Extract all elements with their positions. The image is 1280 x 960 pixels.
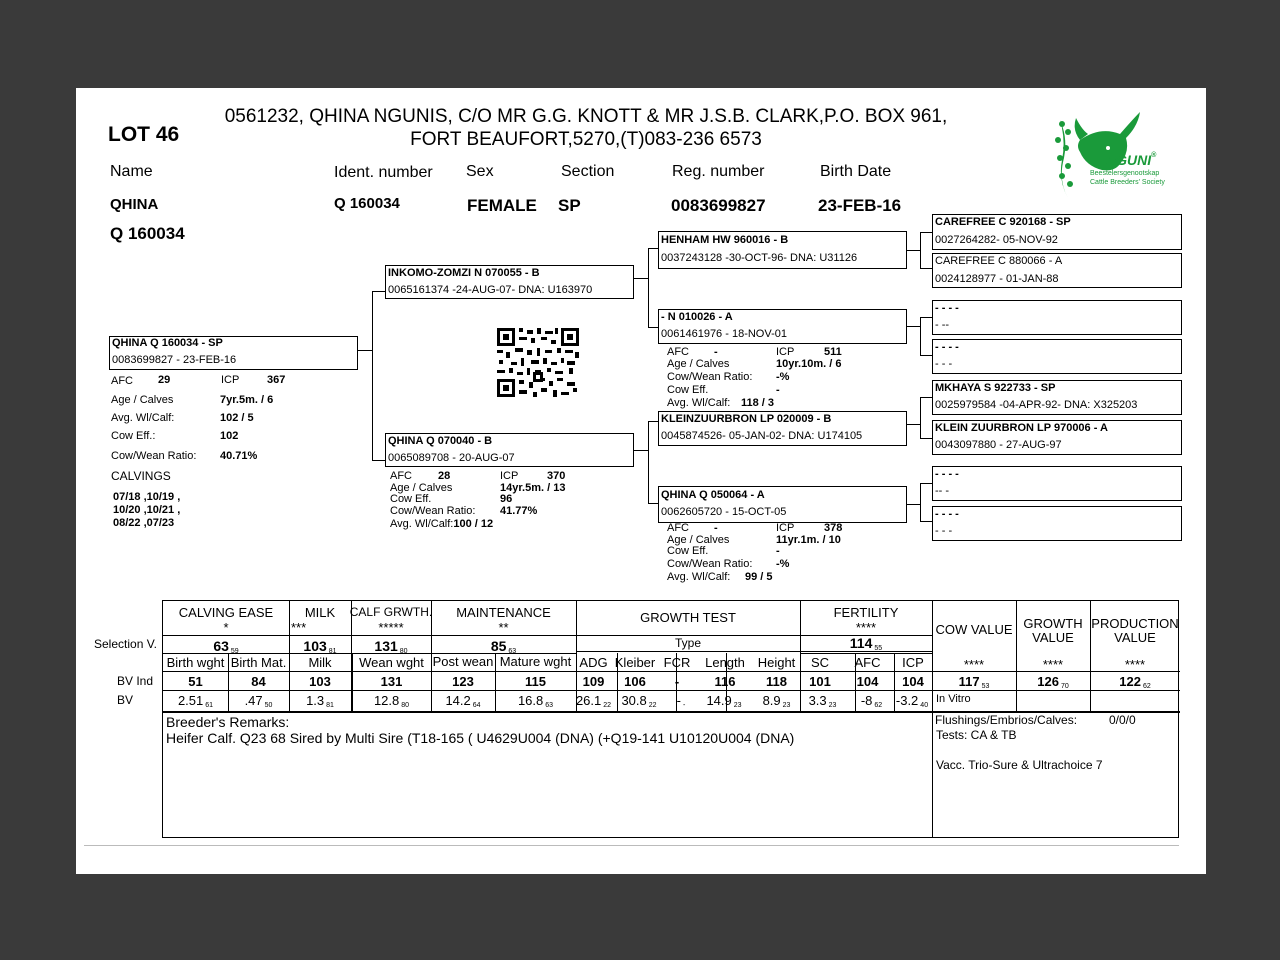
owner-line-2: FORT BEAUFORT,5270,(T)083-236 6573 [410, 129, 762, 150]
header-birth: Birth Date [820, 163, 892, 180]
sire-title: INKOMO-ZOMZI N 070055 - B [388, 267, 540, 279]
calf-growth-stars: ***** [378, 620, 404, 635]
calvings-line-3: 08/22 ,07/23 [113, 517, 175, 529]
subject-age: 7yr.5m. / 6 [220, 394, 274, 406]
subject-icp: 367 [267, 374, 286, 386]
cow-value-stars: **** [963, 657, 985, 672]
bvind-cow-value: 117 $_{53}$ [958, 674, 990, 690]
type-header: Type [674, 636, 701, 650]
sire-dam-title: - N 010026 - A [661, 311, 733, 323]
gen3-2-sub: 0024128977 - 01-JAN-88 [935, 273, 1059, 285]
sd-icp: 511 [824, 346, 842, 358]
subject-sub: 0083699827 - 23-FEB-16 [112, 354, 237, 366]
gen3-7-sub: -- - [935, 485, 950, 497]
sire-dam-box [658, 309, 907, 344]
col-milk: Milk [308, 655, 332, 670]
selection-milk: 103 $_{81}$ [303, 638, 337, 655]
dam-avg-row [390, 518, 493, 531]
milk-stars: *** [291, 620, 307, 635]
dam-avg-label: Avg. Wl/Calf: [390, 518, 454, 530]
dd-ratio: -% [776, 558, 790, 570]
sd-eff-label: Cow Eff. [667, 384, 709, 396]
dam-avg: 100 / 12 [453, 518, 494, 530]
owner-line-1: 0561232, QHINA NGUNIS, C/O MR G.G. KNOTT & MR J.S.B. CLARK,P.O. BOX 961, [224, 106, 948, 127]
animal-ident-2: Q 160034 [110, 224, 185, 243]
bvind-milk: 103 [309, 674, 331, 689]
gen3-6-sub: 0043097880 - 27-AUG-97 [935, 439, 1062, 451]
header-ident: Ident. number [334, 164, 433, 181]
col-length: Length [705, 655, 745, 670]
bvind-post-wean: 123 [452, 674, 474, 689]
milk-header: MILK [304, 605, 336, 620]
col-sc: SC [810, 655, 830, 670]
subject-avg: 102 / 5 [220, 412, 254, 424]
sd-afc-label: AFC [667, 346, 689, 358]
bvind-height: 118 [766, 674, 787, 689]
gen3-box-7 [932, 466, 1182, 501]
animal-ident: Q 160034 [334, 195, 400, 212]
in-vitro-label: In Vitro [936, 693, 971, 705]
bv-sc: 3.3 $_{23}$ [808, 693, 837, 709]
bv-milk: 1.3 $_{81}$ [306, 693, 334, 709]
gen3-2-title: CAREFREE C 880066 - A [935, 255, 1063, 267]
bv-afc: -8 $_{62}$ [860, 693, 883, 709]
gen3-8-sub: - - - [935, 525, 953, 537]
dd-age: 11yr.1m. / 10 [776, 534, 841, 546]
bvind-adg: 109 [582, 674, 605, 689]
dd-eff: - [776, 545, 780, 557]
gen3-5-sub: 0025979584 -04-APR-92- DNA: X325203 [935, 399, 1138, 411]
calvings-line-1: 07/18 ,10/19 , [113, 491, 181, 503]
animal-birth: 23-FEB-16 [818, 196, 902, 215]
sd-ratio: -% [776, 371, 790, 383]
col-mature-wght: Mature wght [499, 654, 572, 669]
gen3-1-title: CAREFREE C 920168 - SP [935, 216, 1071, 228]
flushings-value: 0/0/0 [1109, 713, 1136, 727]
dd-eff-label: Cow Eff. [667, 545, 709, 557]
bvind-production-value: 122 $_{62}$ [1119, 674, 1151, 690]
header-reg: Reg. number [672, 163, 765, 180]
dam-eff-label: Cow Eff. [390, 493, 432, 505]
gen3-box-1 [932, 214, 1182, 250]
dam-title: QHINA Q 070040 - B [388, 435, 493, 447]
header-sex: Sex [466, 163, 494, 180]
gen3-box-2 [932, 253, 1182, 288]
bvind-birth-mat: 84 [251, 674, 266, 689]
selection-calving: 63 $_{59}$ [213, 638, 239, 655]
lot-number: LOT 46 [108, 123, 180, 146]
gen3-4-title: - - - - [935, 341, 959, 353]
col-kleiber: Kleiber [614, 655, 656, 670]
bv-wean-wght: 12.8 $_{80}$ [373, 693, 410, 709]
calving-ease-header: CALVING EASE [178, 605, 274, 620]
dd-avg: 99 / 5 [745, 571, 773, 583]
dd-avg-label: Avg. Wl/Calf: [667, 571, 731, 583]
maintenance-header: MAINTENANCE [456, 605, 551, 620]
col-wean-wght: Wean wght [359, 655, 424, 670]
col-birth-mat: Birth Mat. [230, 655, 287, 670]
bv-post-wean: 14.2 $_{64}$ [445, 693, 481, 709]
subject-eff-label: Cow Eff.: [111, 430, 156, 442]
bvind-fcr: - [674, 674, 680, 689]
calf-growth-header: CALF GRWTH. [349, 605, 433, 619]
dam-age: 14yr.5m. / 13 [500, 482, 566, 494]
header-name: Name [110, 163, 153, 180]
selection-fert: 114 $_{55}$ [849, 635, 883, 652]
production-value-header-1: PRODUCTION [1091, 616, 1179, 631]
production-value-stars: **** [1124, 657, 1146, 672]
dam-icp-label: ICP [500, 470, 519, 482]
bv-birth-mat: .47 $_{50}$ [244, 693, 273, 709]
dd-age-label: Age / Calves [667, 534, 730, 546]
qr-code-icon [497, 328, 579, 397]
gen3-6-title: KLEIN ZUURBRON LP 970006 - A [935, 422, 1108, 434]
subject-title: QHINA Q 160034 - SP [112, 337, 223, 349]
fertility-header: FERTILITY [833, 605, 899, 620]
logo-line2: Cattle Breeders' Society [1090, 179, 1165, 186]
bv-icp: -3.2 $_{40}$ [895, 693, 929, 709]
logo-brand: NGUNI® [1106, 152, 1157, 168]
dam-age-label: Age / Calves [390, 482, 453, 494]
bvind-mature-wght: 115 [525, 674, 546, 689]
remarks-text: Heifer Calf. Q23 68 Sired by Multi Sire (T18-165 ( U4629U004 (DNA) (+Q19-141 U10120U004 (DNA) [166, 730, 795, 746]
bvind-afc: 104 [856, 674, 879, 689]
gen3-1-sub: 0027264282- 05-NOV-92 [935, 234, 1058, 246]
header-section: Section [561, 163, 615, 180]
col-afc: AFC [854, 655, 881, 670]
col-fcr: FCR [663, 655, 691, 670]
animal-section: SP [558, 196, 581, 215]
subject-age-label: Age / Calves [111, 394, 174, 406]
bvind-kleiber: 106 [624, 674, 646, 689]
dd-icp-label: ICP [776, 522, 795, 534]
subject-afc-label: AFC [111, 375, 133, 387]
col-birth-wght: Birth wght [166, 655, 225, 670]
gen3-box-6 [932, 420, 1182, 455]
col-height: Height [757, 655, 796, 670]
animal-name: QHINA [110, 196, 159, 213]
dam-dam-title: QHINA Q 050064 - A [661, 489, 765, 501]
sd-avg-label: Avg. Wl/Calf: [667, 397, 731, 409]
bv-length: 14.9 $_{23}$ [706, 693, 742, 709]
calvings-line-2: 10/20 ,10/21 , [113, 504, 181, 516]
sd-ratio-label: Cow/Wean Ratio: [667, 371, 753, 383]
gen3-4-sub: - - - [935, 358, 953, 370]
growth-value-header-2: VALUE [1032, 630, 1074, 645]
subject-box [109, 336, 358, 370]
tests-note: Tests: CA & TB [936, 728, 1017, 742]
subject-eff: 102 [220, 430, 239, 442]
sd-icp-label: ICP [776, 346, 795, 358]
bv-kleiber: 30.8 $_{22}$ [621, 693, 657, 709]
dam-afc: 28 [438, 470, 451, 482]
dam-afc-label: AFC [390, 470, 412, 482]
sd-age-label: Age / Calves [667, 358, 730, 370]
bvind-label: BV Ind [117, 674, 154, 688]
subject-afc: 29 [158, 374, 171, 386]
dd-afc: - [714, 522, 718, 534]
dam-box [385, 433, 634, 467]
logo-line1: Beestelersgenootskap [1090, 170, 1160, 177]
bv-height: 8.9 $_{23}$ [762, 693, 791, 709]
calvings-label: CALVINGS [111, 469, 171, 483]
selection-maint: 85 $_{63}$ [490, 638, 517, 655]
breeding-values-table [162, 600, 1179, 838]
maintenance-stars: ** [498, 620, 509, 635]
bvind-wean-wght: 131 [380, 674, 403, 689]
gen3-box-8 [932, 506, 1182, 541]
dam-dam-sub: 0062605720 - 15-OCT-05 [661, 506, 787, 518]
dam-eff: 96 [500, 493, 513, 505]
animal-reg: 0083699827 [671, 196, 766, 215]
bvind-birth-wght: 51 [188, 674, 203, 689]
flushings-label: Flushings/Embrios/Calves: [935, 713, 1078, 727]
sd-avg: 118 / 3 [741, 397, 775, 409]
bv-adg: 26.1 $_{22}$ [575, 693, 612, 709]
bvind-length: 116 [714, 674, 736, 689]
sire-sire-title: HENHAM HW 960016 - B [661, 234, 789, 246]
production-value-header-2: VALUE [1114, 630, 1156, 645]
subject-ratio: 40.71% [220, 450, 258, 462]
dd-icp: 378 [824, 522, 843, 534]
sire-box [385, 265, 634, 299]
sd-afc: - [714, 346, 718, 358]
bv-birth-wght: 2.51 $_{61}$ [177, 693, 214, 709]
col-adg: ADG [579, 655, 608, 670]
gen3-5-title: MKHAYA S 922733 - SP [935, 382, 1056, 394]
dd-afc-label: AFC [667, 522, 689, 534]
animal-sex: FEMALE [467, 196, 537, 215]
bv-mature-wght: 16.8 $_{63}$ [517, 693, 554, 709]
gen3-8-title: - - - - [935, 508, 959, 520]
subject-avg-label: Avg. Wl/Calf: [111, 412, 175, 424]
dam-ratio: 41.77% [500, 505, 538, 517]
vaccination-note: Vacc. Trio-Sure & Ultrachoice 7 [936, 758, 1103, 772]
dam-sub: 0065089708 - 20-AUG-07 [388, 452, 515, 464]
dam-dam-box [658, 486, 907, 523]
bvind-icp: 104 [902, 674, 924, 689]
fertility-stars: **** [855, 620, 877, 635]
gen3-3-sub: - -- [935, 319, 950, 331]
gen3-box-4 [932, 339, 1182, 374]
col-icp: ICP [902, 655, 924, 670]
selection-calf: 131 $_{80}$ [374, 638, 408, 655]
gen3-box-5 [932, 380, 1182, 415]
bvind-growth-value: 126 $_{70}$ [1037, 674, 1069, 690]
dam-sire-title: KLEINZUURBRON LP 020009 - B [661, 413, 832, 425]
gen3-3-title: - - - - [935, 302, 959, 314]
cow-value-header: COW VALUE [935, 622, 1013, 637]
gen3-box-3 [932, 300, 1182, 335]
sd-eff: - [776, 384, 780, 396]
dd-ratio-label: Cow/Wean Ratio: [667, 558, 753, 570]
sire-dam-sub: 0061461976 - 18-NOV-01 [661, 328, 787, 340]
bv-label: BV [117, 693, 134, 707]
growth-test-header: GROWTH TEST [640, 610, 736, 625]
growth-value-stars: **** [1042, 657, 1064, 672]
col-post-wean: Post wean [432, 654, 494, 669]
sire-sire-sub: 0037243128 -30-OCT-96- DNA: U31126 [661, 252, 858, 264]
dam-ratio-label: Cow/Wean Ratio: [390, 505, 476, 517]
remarks-label: Breeder's Remarks: [166, 714, 290, 730]
sire-sub: 0065161374 -24-AUG-07- DNA: U163970 [388, 284, 593, 296]
selection-label: Selection V. [94, 637, 157, 651]
sire-sire-box [658, 231, 907, 269]
bv-fcr: - $_-$ [676, 693, 686, 709]
dam-sire-box [658, 411, 907, 446]
gen3-7-title: - - - - [935, 468, 959, 480]
sd-age: 10yr.10m. / 6 [776, 358, 842, 370]
dam-sire-sub: 0045874526- 05-JAN-02- DNA: U174105 [661, 430, 863, 442]
dam-icp: 370 [547, 470, 566, 482]
bvind-sc: 101 [809, 674, 831, 689]
calving-ease-stars: * [223, 620, 229, 635]
growth-value-header-1: GROWTH [1023, 616, 1083, 631]
subject-icp-label: ICP [221, 374, 240, 386]
subject-ratio-label: Cow/Wean Ratio: [111, 450, 197, 462]
